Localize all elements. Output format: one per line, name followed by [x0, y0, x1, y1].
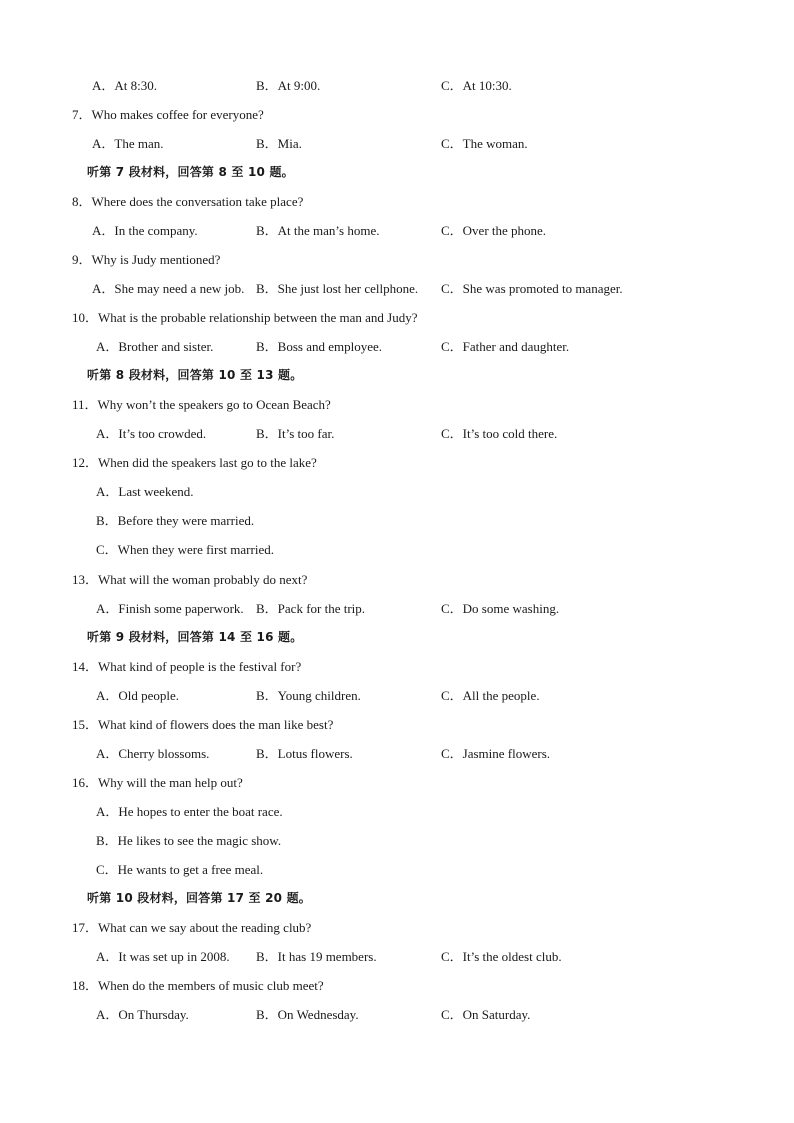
question-11: 11．Why won’t the speakers go to Ocean Beach? [72, 397, 331, 412]
option-16c: C．He wants to get a free meal. [96, 862, 264, 877]
question-10: 10．What is the probable relationship between the man and Judy? [72, 310, 418, 325]
section-heading-10: 听第 10 段材料，回答第 17 至 20 题。 [87, 891, 311, 905]
option-17c: C．It’s the oldest club. [441, 949, 562, 964]
question-14: 14．What kind of people is the festival for? [72, 659, 302, 674]
option-6b: B．At 9:00. [256, 78, 321, 93]
option-15c: C．Jasmine flowers. [441, 746, 551, 761]
question-12: 12．When did the speakers last go to the lake? [72, 455, 317, 470]
option-13b: B．Pack for the trip. [256, 601, 366, 616]
option-6c: C．At 10:30. [441, 78, 512, 93]
section-heading-9: 听第 9 段材料，回答第 14 至 16 题。 [87, 630, 303, 644]
option-10a: A．Brother and sister. [96, 339, 214, 354]
option-11b: B．It’s too far. [256, 426, 335, 441]
question-16: 16．Why will the man help out? [72, 775, 243, 790]
option-15b: B．Lotus flowers. [256, 746, 353, 761]
option-8a: A．In the company. [92, 223, 198, 238]
question-17: 17．What can we say about the reading club? [72, 920, 312, 935]
question-7: 7．Who makes coffee for everyone? [72, 107, 264, 122]
question-13: 13．What will the woman probably do next? [72, 572, 308, 587]
option-16b: B．He likes to see the magic show. [96, 833, 282, 848]
option-10c: C．Father and daughter. [441, 339, 570, 354]
option-17a: A．It was set up in 2008. [96, 949, 230, 964]
option-9b: B．She just lost her cellphone. [256, 281, 419, 296]
option-7c: C．The woman. [441, 136, 528, 151]
section-heading-7: 听第 7 段材料，回答第 8 至 10 题。 [87, 165, 294, 179]
option-14c: C．All the people. [441, 688, 540, 703]
option-11c: C．It’s too cold there. [441, 426, 558, 441]
option-9a: A．She may need a new job. [92, 281, 245, 296]
question-15: 15．What kind of flowers does the man like best? [72, 717, 334, 732]
option-12c: C．When they were first married. [96, 542, 274, 557]
section-heading-8: 听第 8 段材料，回答第 10 至 13 题。 [87, 368, 303, 382]
question-9: 9．Why is Judy mentioned? [72, 252, 221, 267]
option-8c: C．Over the phone. [441, 223, 547, 238]
option-11a: A．It’s too crowded. [96, 426, 207, 441]
option-14b: B．Young children. [256, 688, 361, 703]
question-18: 18．When do the members of music club meet? [72, 978, 324, 993]
option-8b: B．At the man’s home. [256, 223, 380, 238]
option-17b: B．It has 19 members. [256, 949, 377, 964]
question-8: 8．Where does the conversation take place? [72, 194, 304, 209]
option-13c: C．Do some washing. [441, 601, 560, 616]
option-13a: A．Finish some paperwork. [96, 601, 244, 616]
option-18b: B．On Wednesday. [256, 1007, 359, 1022]
option-6a: A．At 8:30. [92, 78, 158, 93]
option-12b: B．Before they were married. [96, 513, 255, 528]
option-18c: C．On Saturday. [441, 1007, 531, 1022]
option-10b: B．Boss and employee. [256, 339, 383, 354]
option-16a: A．He hopes to enter the boat race. [96, 804, 283, 819]
option-14a: A．Old people. [96, 688, 180, 703]
option-7b: B．Mia. [256, 136, 302, 151]
option-7a: A．The man. [92, 136, 164, 151]
option-18a: A．On Thursday. [96, 1007, 189, 1022]
option-9c: C．She was promoted to manager. [441, 281, 623, 296]
option-12a: A．Last weekend. [96, 484, 194, 499]
option-15a: A．Cherry blossoms. [96, 746, 210, 761]
